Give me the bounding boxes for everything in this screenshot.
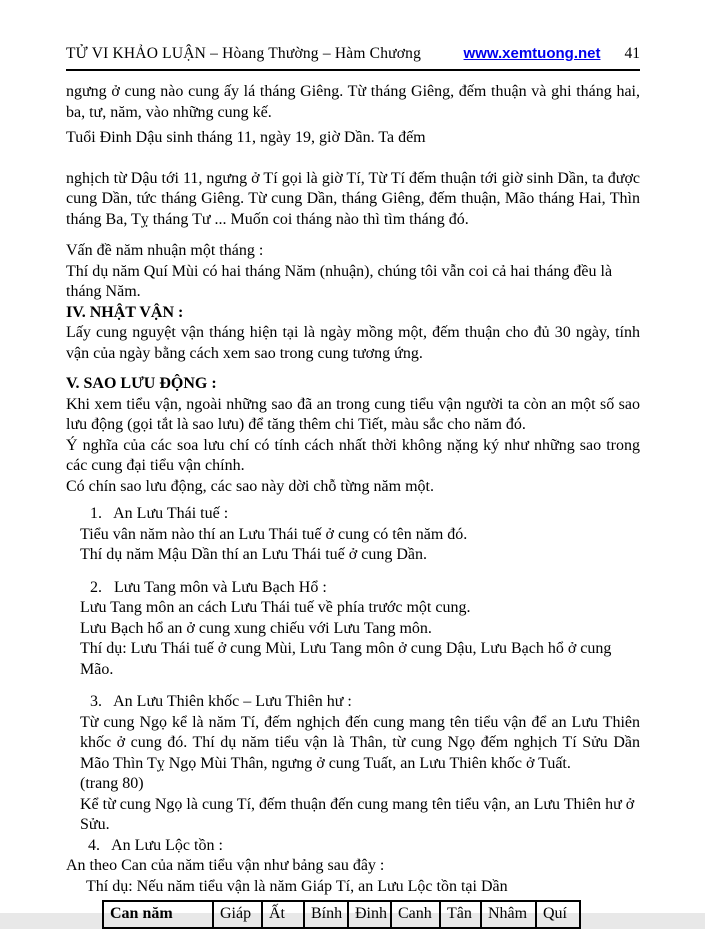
- list-item-3-text: Từ cung Ngọ kể là năm Tí, đếm nghịch đến cung mang tên tiểu vận để an Lưu Thiên khốc ở cung đó. Thí dụ năm tiểu vận là Thân, từ cung Ngọ đếm nghịch Tí Sửu Dần Mão Thìn Tỵ Ngọ Mùi Thân, ngưng ở cung Tuất, an Lưu Thiên khốc ở Tuất.: [80, 713, 640, 772]
- table-cell-qui: Quí: [536, 901, 580, 928]
- list-item-2-title: 2. Lưu Tang môn và Lưu Bạch Hổ :: [90, 578, 327, 596]
- list-item-3-text: Kể từ cung Ngọ là cung Tí, đếm thuận đến cung mang tên tiểu vận, an Lưu Thiên hư ở Sửu.: [80, 795, 635, 833]
- table-cell-at: Ất: [262, 901, 304, 928]
- body-paragraph: Khi xem tiểu vận, ngoài những sao đã an trong cung tiểu vận người ta còn an một số sao lưu động (gọi tắt là sao lưu) để tăng thêm chi Tiết, màu sắc cho năm đó.: [66, 395, 640, 433]
- body-paragraph: Lấy cung nguyệt vận tháng hiện tại là ngày mồng một, đếm thuận cho đủ 30 ngày, tính vận của ngày bằng cách xem sao trong cung tương ứng.: [66, 324, 640, 362]
- table-cell-giap: Giáp: [213, 901, 262, 928]
- page-header: [66, 45, 640, 63]
- table-cell-binh: Bính: [304, 901, 348, 928]
- list-item-4-text: An theo Can của năm tiểu vận như bảng sau đây :: [66, 857, 385, 874]
- body-paragraph: nghịch từ Dậu tới 11, ngưng ở Tí gọi là giờ Tí, Từ Tí đếm thuận tới giờ sinh Dần, ta được cung Dần, tức tháng Giêng. Từ cung Dần, tháng Giêng, đếm thuận, Mão tháng Hai, Thìn tháng Ba, Tỵ tháng Tư ... Muốn coi tháng nào thì tìm tháng đó.: [66, 169, 640, 228]
- can-nam-table: [102, 900, 581, 929]
- list-item-1-text: Thí dụ năm Mậu Dần thí an Lưu Thái tuế ở cung Dần.: [80, 546, 427, 563]
- list-item-2-text: Thí dụ: Lưu Thái tuế ở cung Mùi, Lưu Tang môn ở cung Dậu, Lưu Bạch hổ ở cung Mão.: [80, 640, 612, 678]
- list-item-4-example: Thí dụ: Nếu năm tiểu vận là năm Giáp Tí, an Lưu Lộc tồn tại Dần: [86, 877, 508, 895]
- section-heading-nhat-van: IV. NHẬT VẬN :: [66, 303, 184, 321]
- body-paragraph: Thí dụ năm Quí Mùi có hai tháng Năm (nhuận), chúng tôi vẫn coi cả hai tháng đều là tháng Năm.: [66, 262, 613, 300]
- body-paragraph: Vấn đề năm nhuận một tháng :: [66, 242, 264, 259]
- body-paragraph: Tuổi Đinh Dậu sinh tháng 11, ngày 19, giờ Dần. Ta đếm: [66, 129, 426, 146]
- list-item-2-text: Lưu Bạch hổ an ở cung xung chiếu với Lưu Tang môn.: [80, 619, 432, 637]
- table-row: [103, 901, 580, 928]
- table-cell-tan: Tân: [440, 901, 481, 928]
- page-reference: (trang 80): [80, 775, 144, 792]
- website-link[interactable]: www.xemtuong.net: [463, 45, 601, 62]
- table-cell-nham: Nhâm: [481, 901, 536, 928]
- book-title: TỬ VI KHẢO LUẬN – Hòang Thường – Hàm Chương: [66, 45, 422, 62]
- body-paragraph: Có chín sao lưu động, các sao này dời chỗ từng năm một.: [66, 477, 434, 495]
- table-cell-can-nam: Can năm: [103, 901, 213, 928]
- section-heading-sao-luu-dong: V. SAO LƯU ĐỘNG :: [66, 375, 217, 392]
- header-divider: [66, 69, 640, 71]
- body-paragraph: Ý nghĩa của các soa lưu chí có tính cách nhất thời không nặng ký như những sao trong các cung đại tiểu vận chính.: [66, 436, 640, 474]
- list-item-2-text: Lưu Tang môn an cách Lưu Thái tuế về phía trước một cung.: [80, 599, 471, 616]
- table-cell-dinh: Đinh: [348, 901, 391, 928]
- list-item-3-title: 3. An Lưu Thiên khốc – Lưu Thiên hư :: [90, 693, 352, 710]
- list-item-1-title: 1. An Lưu Thái tuế :: [90, 505, 229, 522]
- page-number: 41: [624, 45, 640, 62]
- body-paragraph: ngưng ở cung nào cung ấy lá tháng Giêng. Từ tháng Giêng, đếm thuận và ghi tháng hai, ba, tư, năm, vào những cung kế.: [66, 83, 640, 121]
- list-item-1-text: Tiểu vân năm nào thí an Lưu Thái tuế ở cung có tên năm đó.: [80, 525, 468, 543]
- page-body: [66, 82, 640, 929]
- list-item-4-title: 4. An Lưu Lộc tồn :: [88, 836, 223, 854]
- table-cell-canh: Canh: [391, 901, 440, 928]
